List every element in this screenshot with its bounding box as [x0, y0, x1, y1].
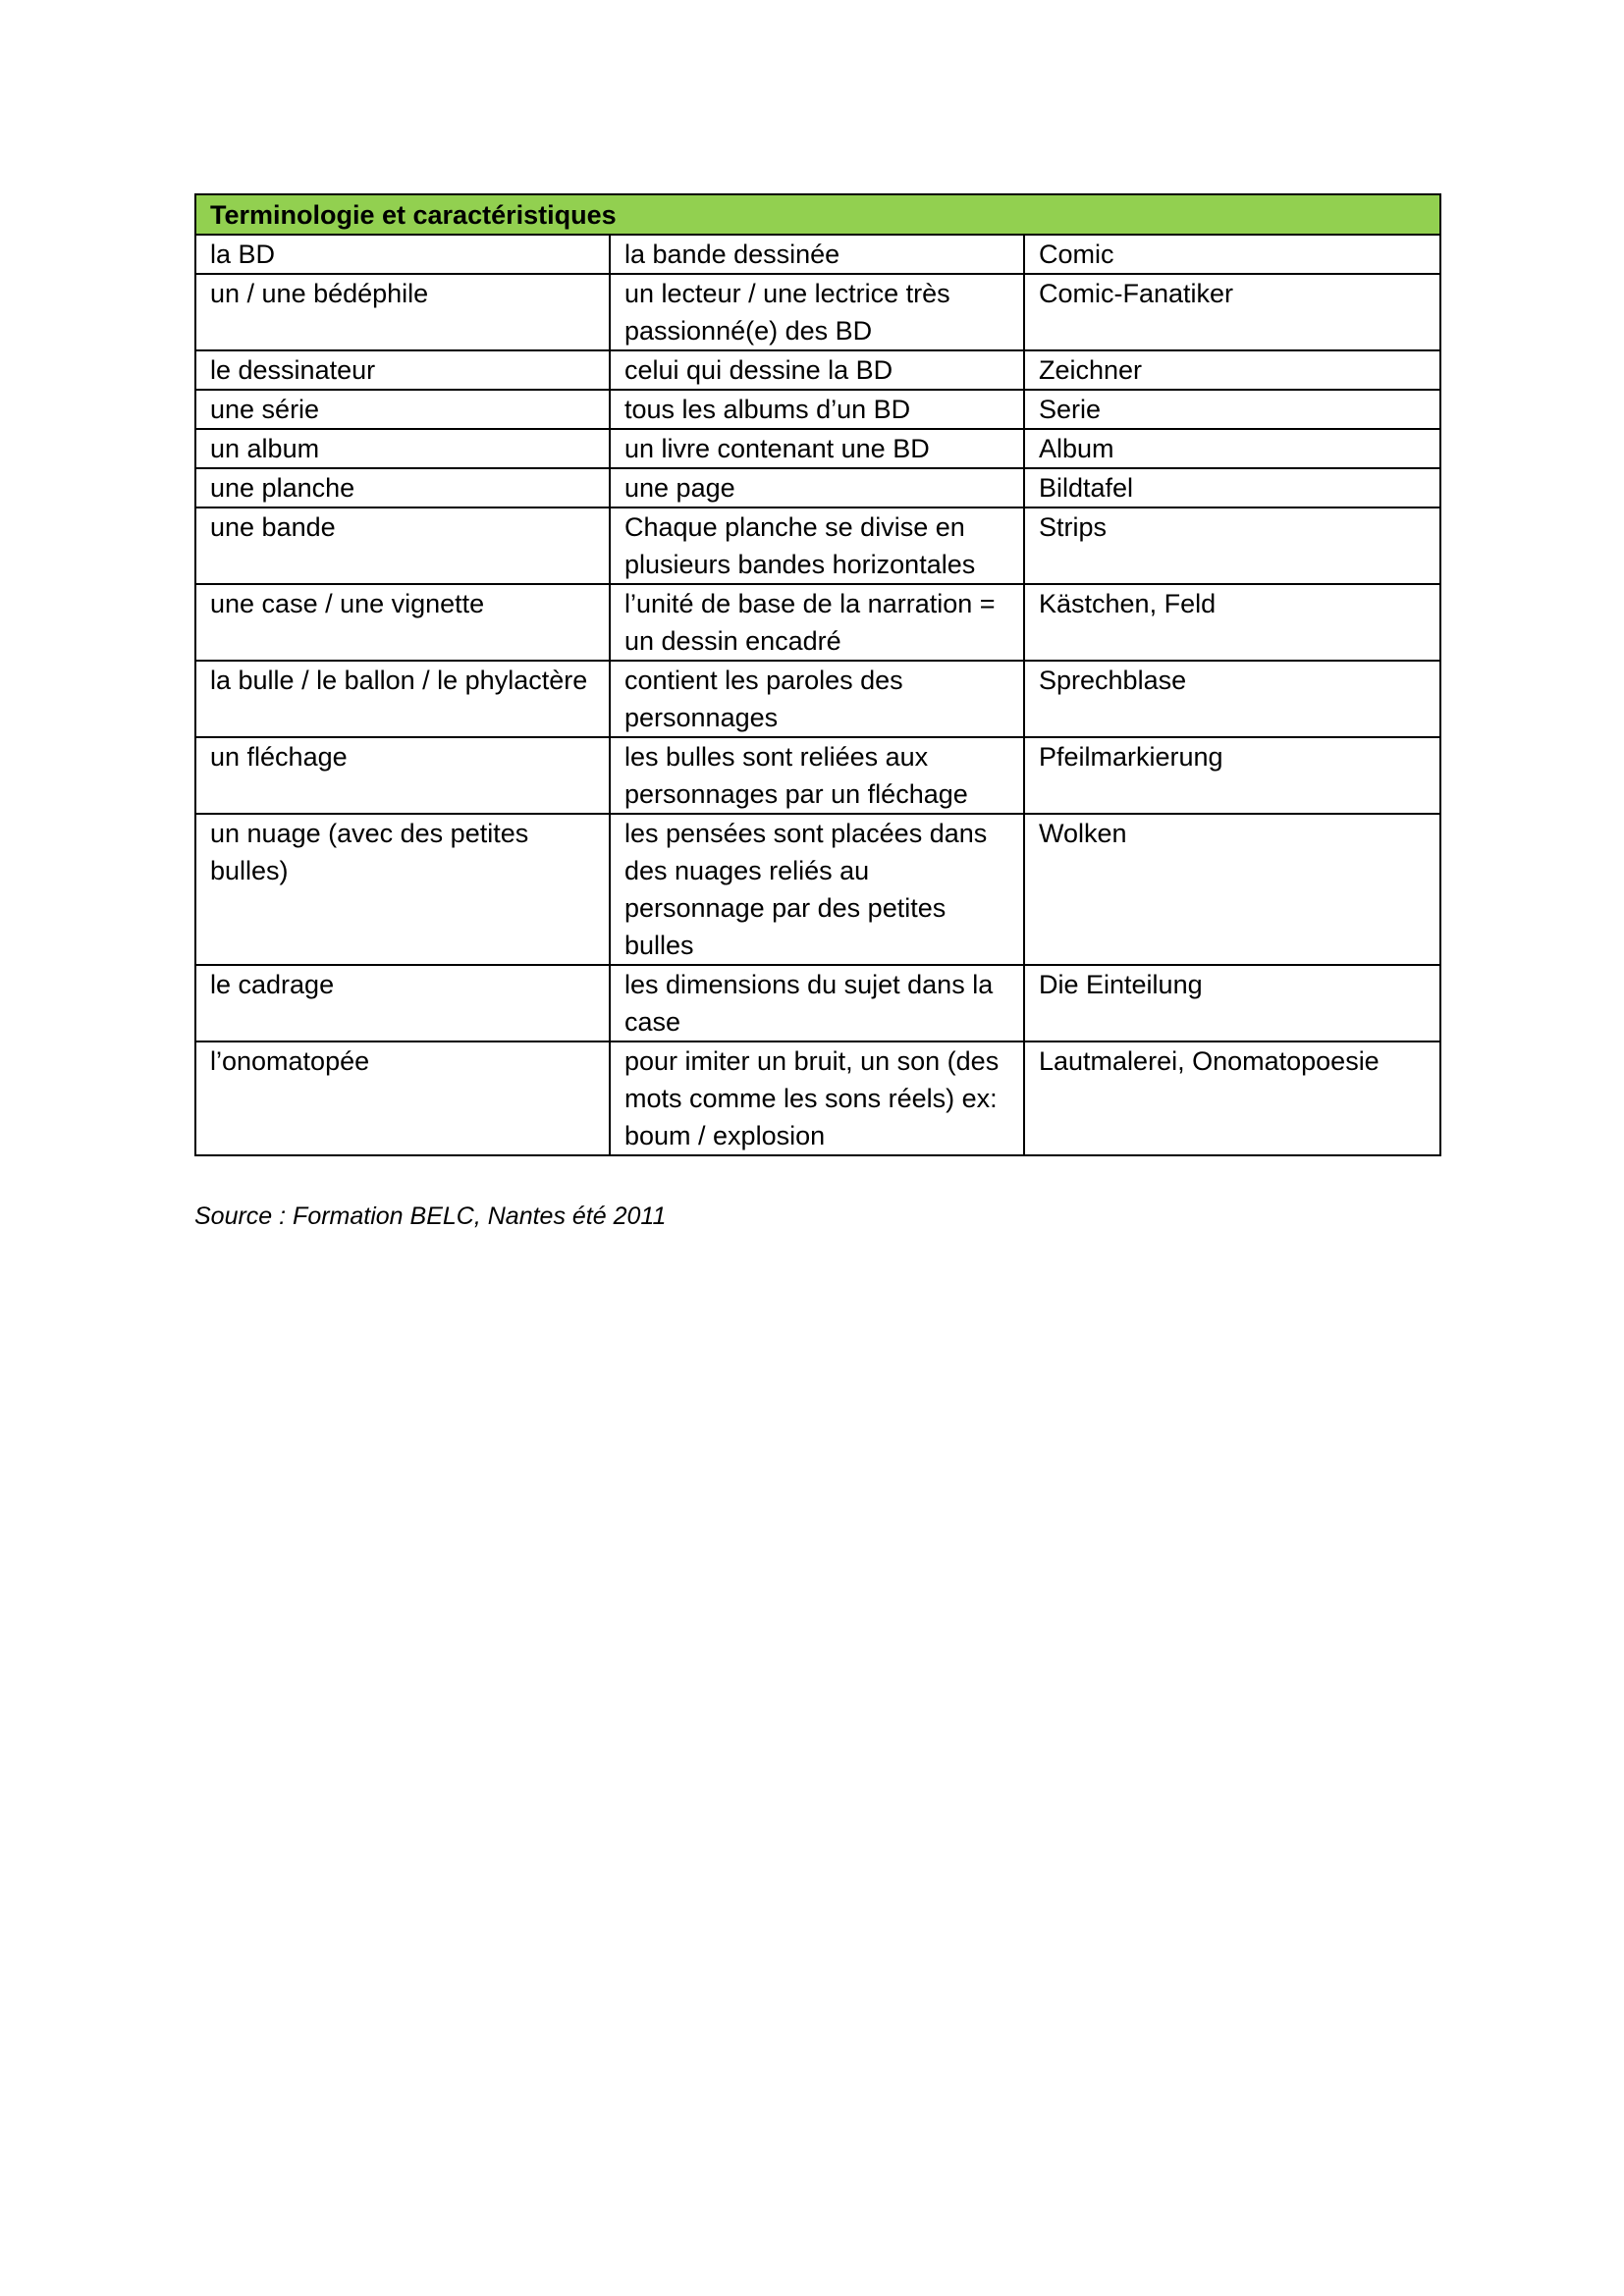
definition-cell: celui qui dessine la BD: [610, 350, 1024, 390]
term-cell: la BD: [195, 235, 610, 274]
definition-cell: les dimensions du sujet dans la case: [610, 965, 1024, 1041]
table-header-row: [195, 194, 1440, 235]
definition-cell: les pensées sont placées dans des nuages reliés au personnage par des petites bulles: [610, 814, 1024, 965]
term-cell: le dessinateur: [195, 350, 610, 390]
term-cell: l’onomatopée: [195, 1041, 610, 1155]
table-row: [195, 1041, 1440, 1155]
definition-cell: contient les paroles des personnages: [610, 661, 1024, 737]
terminology-table: [194, 193, 1441, 1156]
term-cell: le cadrage: [195, 965, 610, 1041]
definition-cell: pour imiter un bruit, un son (des mots comme les sons réels) ex: boum / explosion: [610, 1041, 1024, 1155]
source-note: Source : Formation BELC, Nantes été 2011: [194, 1202, 667, 1230]
definition-cell: un livre contenant une BD: [610, 429, 1024, 468]
term-cell: un album: [195, 429, 610, 468]
translation-cell: Pfeilmarkierung: [1024, 737, 1440, 814]
definition-cell: la bande dessinée: [610, 235, 1024, 274]
table-row: [195, 429, 1440, 468]
translation-cell: Wolken: [1024, 814, 1440, 965]
term-cell: une planche: [195, 468, 610, 507]
term-cell: un nuage (avec des petites bulles): [195, 814, 610, 965]
table-body: [195, 235, 1440, 1155]
translation-cell: Bildtafel: [1024, 468, 1440, 507]
table-row: [195, 737, 1440, 814]
translation-cell: Strips: [1024, 507, 1440, 584]
term-cell: une case / une vignette: [195, 584, 610, 661]
translation-cell: Comic: [1024, 235, 1440, 274]
table-heading: Terminologie et caractéristiques: [195, 194, 1440, 235]
table-row: [195, 390, 1440, 429]
definition-cell: Chaque planche se divise en plusieurs bandes horizontales: [610, 507, 1024, 584]
term-cell: une série: [195, 390, 610, 429]
translation-cell: Zeichner: [1024, 350, 1440, 390]
table-row: [195, 468, 1440, 507]
definition-cell: une page: [610, 468, 1024, 507]
term-cell: la bulle / le ballon / le phylactère: [195, 661, 610, 737]
term-cell: un fléchage: [195, 737, 610, 814]
translation-cell: Lautmalerei, Onomatopoesie: [1024, 1041, 1440, 1155]
definition-cell: l’unité de base de la narration = un dessin encadré: [610, 584, 1024, 661]
translation-cell: Sprechblase: [1024, 661, 1440, 737]
table-row: [195, 661, 1440, 737]
translation-cell: Kästchen, Feld: [1024, 584, 1440, 661]
table-row: [195, 235, 1440, 274]
definition-cell: tous les albums d’un BD: [610, 390, 1024, 429]
translation-cell: Comic-Fanatiker: [1024, 274, 1440, 350]
definition-cell: un lecteur / une lectrice très passionné(e) des BD: [610, 274, 1024, 350]
definition-cell: les bulles sont reliées aux personnages par un fléchage: [610, 737, 1024, 814]
translation-cell: Die Einteilung: [1024, 965, 1440, 1041]
term-cell: un / une bédéphile: [195, 274, 610, 350]
translation-cell: Serie: [1024, 390, 1440, 429]
table-row: [195, 274, 1440, 350]
table-row: [195, 965, 1440, 1041]
table-row: [195, 350, 1440, 390]
table-row: [195, 507, 1440, 584]
translation-cell: Album: [1024, 429, 1440, 468]
term-cell: une bande: [195, 507, 610, 584]
table-row: [195, 814, 1440, 965]
table-row: [195, 584, 1440, 661]
